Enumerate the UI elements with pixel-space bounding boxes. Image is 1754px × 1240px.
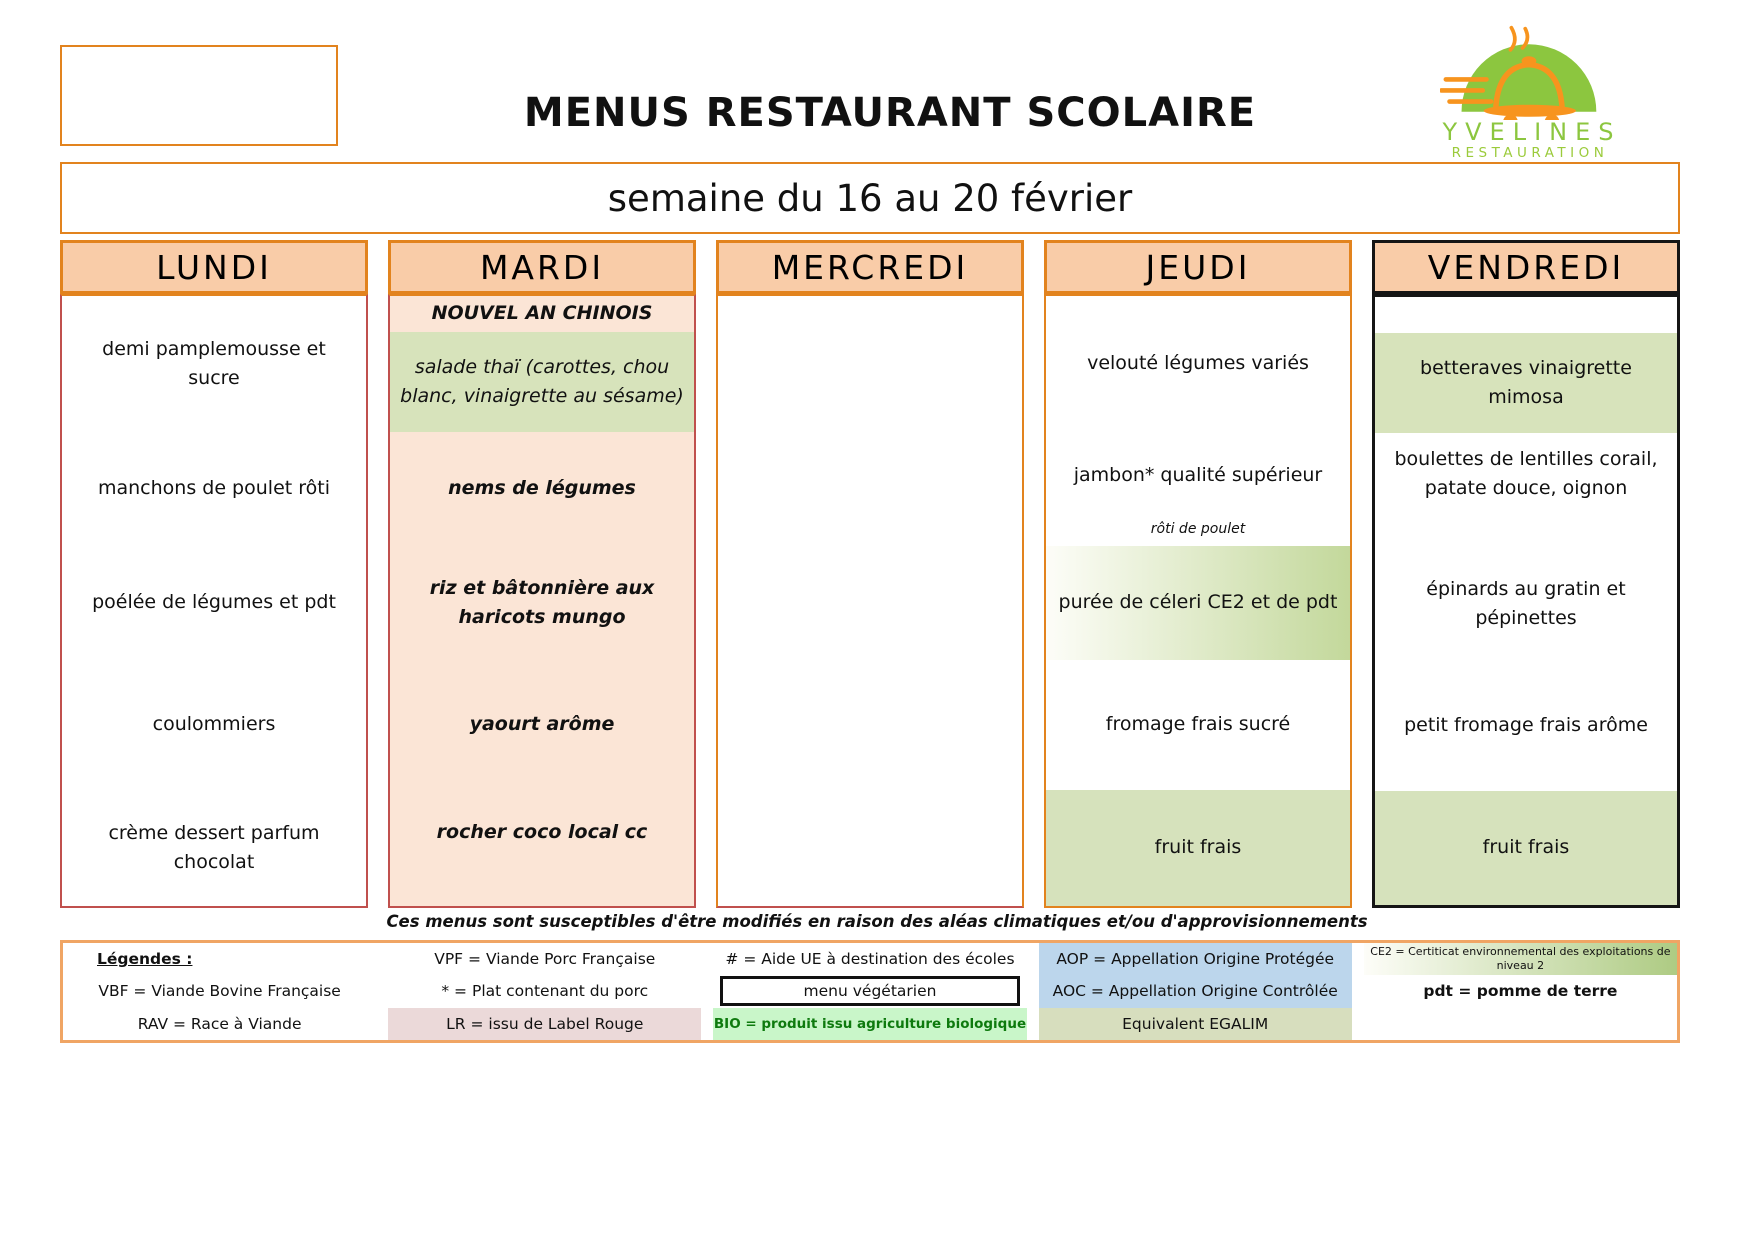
day-header-mardi: MARDI bbox=[388, 240, 696, 294]
legend-box bbox=[60, 940, 1680, 1043]
menu-column-vendredi-content bbox=[1372, 294, 1680, 908]
menu-item: fromage frais sucré bbox=[1105, 713, 1291, 736]
menu-item-highlighted: fruit frais bbox=[1375, 791, 1677, 905]
yvelines-restauration-logo bbox=[1432, 24, 1624, 164]
cloche-logo-icon bbox=[1440, 24, 1616, 120]
logo-text-yvelines: YVELINES bbox=[1442, 118, 1622, 146]
legend-entry-egalim: Equivalent EGALIM bbox=[1039, 1008, 1352, 1040]
menu-item-note: rôti de poulet bbox=[1150, 521, 1246, 538]
menu-item bbox=[1046, 432, 1350, 546]
menu-column-mardi bbox=[388, 240, 696, 908]
menu-column-mardi-content bbox=[388, 294, 696, 908]
legend-column-2 bbox=[388, 943, 701, 1040]
day-header-vendredi: VENDREDI bbox=[1372, 240, 1680, 294]
menu-item-group bbox=[1375, 297, 1677, 433]
menu-item: manchons de poulet rôti bbox=[97, 477, 330, 500]
menu-item: demi pamplemousse et sucre bbox=[102, 337, 326, 389]
menu-column-lundi-content bbox=[60, 294, 368, 908]
menu-column-jeudi-content bbox=[1044, 294, 1352, 908]
menu-column-jeudi bbox=[1044, 240, 1352, 908]
menu-item-group bbox=[390, 296, 694, 432]
menu-item: nems de légumes bbox=[448, 477, 636, 500]
legend-heading: Légendes : bbox=[97, 950, 193, 969]
menu-vegetarien-box: menu végétarien bbox=[720, 976, 1021, 1006]
menu-item: yaourt arôme bbox=[469, 713, 615, 736]
legend-column-5 bbox=[1364, 943, 1677, 1040]
menu-item: poélée de légumes et pdt bbox=[92, 591, 336, 614]
legend-entry: # = Aide UE à destination des écoles bbox=[725, 950, 1015, 969]
menu-item: boulettes de lentilles corail, patate douce, oignon bbox=[1394, 448, 1658, 500]
menu-item-highlighted: fruit frais bbox=[1046, 790, 1350, 906]
menu-column-lundi bbox=[60, 240, 368, 908]
menu-item: velouté légumes variés bbox=[1087, 352, 1309, 375]
theme-label: NOUVEL AN CHINOIS bbox=[431, 302, 653, 325]
day-header-jeudi: JEUDI bbox=[1044, 240, 1352, 294]
day-header-lundi: LUNDI bbox=[60, 240, 368, 294]
legend-entry-empty bbox=[1364, 1008, 1677, 1040]
menu-item: coulommiers bbox=[152, 713, 276, 736]
legend-entry-pdt: pdt = pomme de terre bbox=[1423, 982, 1618, 1001]
legend-column-4 bbox=[1039, 943, 1352, 1040]
menu-item-highlighted: betteraves vinaigrette mimosa bbox=[1375, 333, 1677, 433]
legend-entry-label-rouge: LR = issu de Label Rouge bbox=[388, 1008, 701, 1040]
disclaimer-text: Ces menus sont susceptibles d'être modifiés en raison des aléas climatiques et/ou d'approvisionnements bbox=[386, 912, 1368, 931]
empty-frame-box bbox=[60, 45, 338, 146]
menu-item: riz et bâtonnière aux haricots mungo bbox=[429, 576, 655, 628]
week-title-bar bbox=[60, 162, 1680, 234]
day-header-mercredi: MERCREDI bbox=[716, 240, 1024, 294]
legend-entry-bio: BIO = produit issu agriculture biologique bbox=[713, 1008, 1026, 1040]
menu-item: crème dessert parfum chocolat bbox=[108, 821, 320, 873]
legend-entry: * = Plat contenant du porc bbox=[441, 982, 649, 1001]
legend-entry-vegetarien bbox=[713, 975, 1026, 1007]
menu-column-mercredi-content bbox=[716, 294, 1024, 908]
menu-column-vendredi bbox=[1372, 240, 1680, 908]
legend-entry-ce2: CE2 = Certiticat environnemental des exploitations de niveau 2 bbox=[1364, 943, 1677, 975]
menu-item-highlighted: salade thaï (carottes, chou blanc, vinaigrette au sésame) bbox=[390, 332, 694, 432]
legend-entry: VPF = Viande Porc Française bbox=[434, 950, 656, 969]
legend-entry: VBF = Viande Bovine Française bbox=[98, 982, 341, 1001]
legend-entry: RAV = Race à Viande bbox=[137, 1014, 302, 1033]
menu-item-main: jambon* qualité supérieur bbox=[1073, 464, 1323, 487]
legend-column-1 bbox=[63, 943, 376, 1040]
menu-item: épinards au gratin et pépinettes bbox=[1426, 577, 1626, 629]
menu-item: petit fromage frais arôme bbox=[1404, 714, 1648, 737]
legend-entry-aop: AOP = Appellation Origine Protégée bbox=[1039, 943, 1352, 975]
logo-text-restauration: RESTAURATION bbox=[1451, 145, 1609, 162]
week-title: semaine du 16 au 20 février bbox=[607, 176, 1133, 220]
menu-column-mercredi bbox=[716, 240, 1024, 908]
page-title: MENUS RESTAURANT SCOLAIRE bbox=[523, 90, 1257, 136]
menu-item-highlighted: purée de céleri CE2 et de pdt bbox=[1046, 546, 1350, 660]
menu-item: rocher coco local cc bbox=[436, 821, 648, 843]
menu-table bbox=[60, 240, 1680, 908]
legend-column-3 bbox=[713, 943, 1026, 1040]
legend-entry-aoc: AOC = Appellation Origine Contrôlée bbox=[1039, 975, 1352, 1007]
spacer bbox=[1375, 297, 1677, 333]
